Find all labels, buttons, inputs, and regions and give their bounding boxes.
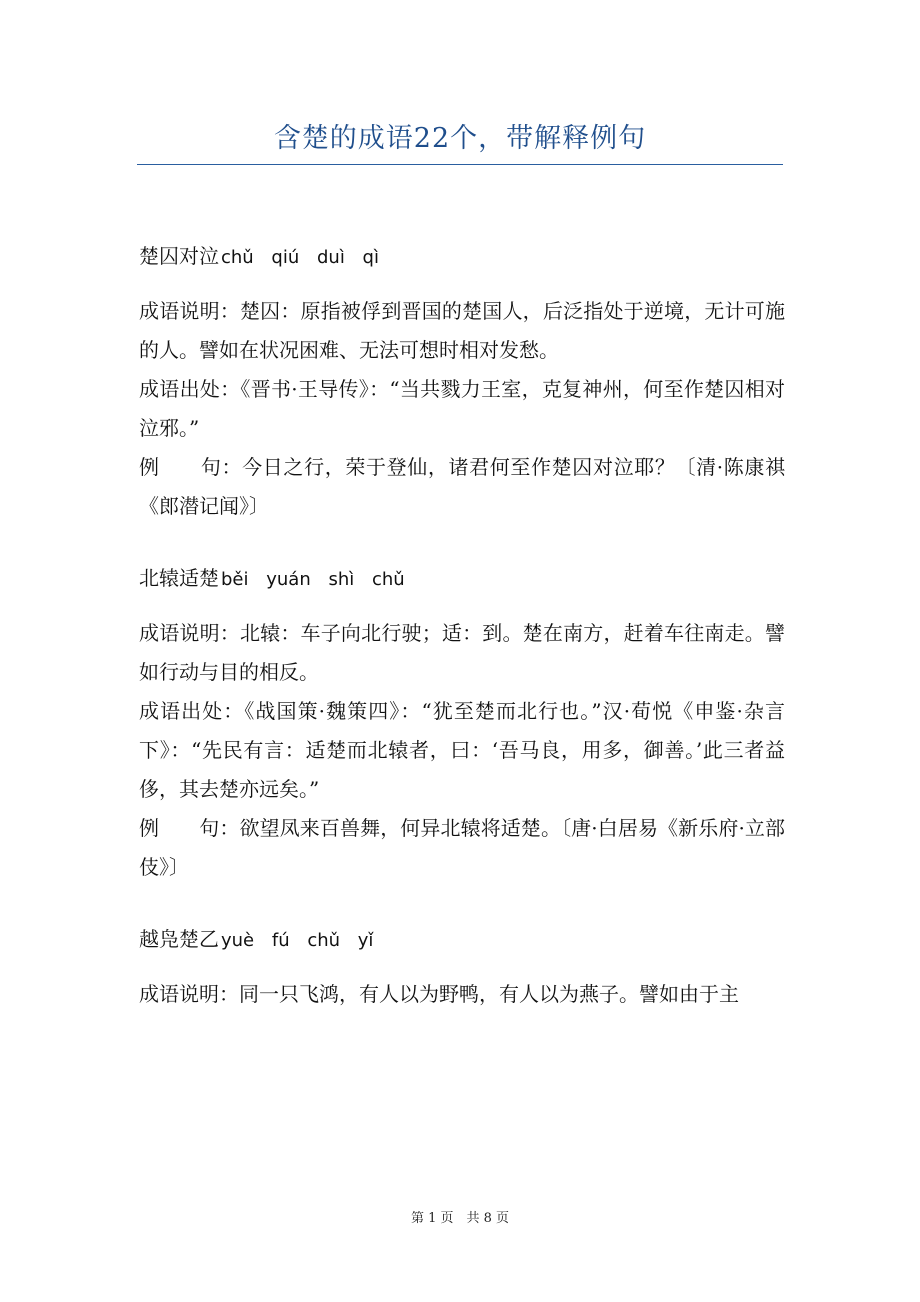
page-footer: 第 1 页 共 8 页 [410,1211,510,1226]
idiom-entry [139,927,785,1014]
idiom-example: 例 句：欲望凤来百兽舞，何异北辕将适楚。〔唐·白居易《新乐府·立部伎》〕 [139,816,785,879]
idiom-word: 楚囚对泣 [139,244,219,268]
idiom-pinyin: yuè fú chǔ yǐ [221,930,374,951]
idiom-pinyin: běi yuán shì chǔ [221,569,405,590]
idiom-word: 越凫楚乙 [139,927,219,951]
document-body [139,244,785,1054]
idiom-heading [139,566,785,614]
idiom-entry [139,244,785,526]
title-underline [137,164,783,165]
idiom-source: 成语出处：《晋书·王导传》：“当共戮力王室，克复神州，何至作楚囚相对泣邪。” [139,377,785,440]
idiom-description: 成语说明：楚囚：原指被俘到晋国的楚国人，后泛指处于逆境，无计可施的人。譬如在状况困难、无法可想时相对发愁。 [139,299,785,362]
idiom-heading [139,927,785,975]
idiom-source: 成语出处：《战国策·魏策四》：“犹至楚而北行也。”汉·荀悦《申鉴·杂言下》：“先民有言：适楚而北辕者，曰：‘吾马良，用多，御善。’此三者益侈，其去楚亦远矣。” [139,699,785,801]
idiom-description: 成语说明：同一只飞鸿，有人以为野鸭，有人以为燕子。譬如由于主 [139,982,739,1006]
idiom-word: 北辕适楚 [139,566,219,590]
idiom-heading [139,244,785,292]
idiom-example: 例 句：今日之行，荣于登仙，诸君何至作楚囚对泣耶？〔清·陈康祺《郎潜记闻》〕 [139,455,785,518]
idiom-pinyin: chǔ qiú duì qì [221,247,379,268]
idiom-description: 成语说明：北辕：车子向北行驶；适：到。楚在南方，赶着车往南走。譬如行动与目的相反。 [139,621,785,684]
idiom-entry [139,566,785,887]
document-title: 含楚的成语22个，带解释例句 [273,123,647,154]
